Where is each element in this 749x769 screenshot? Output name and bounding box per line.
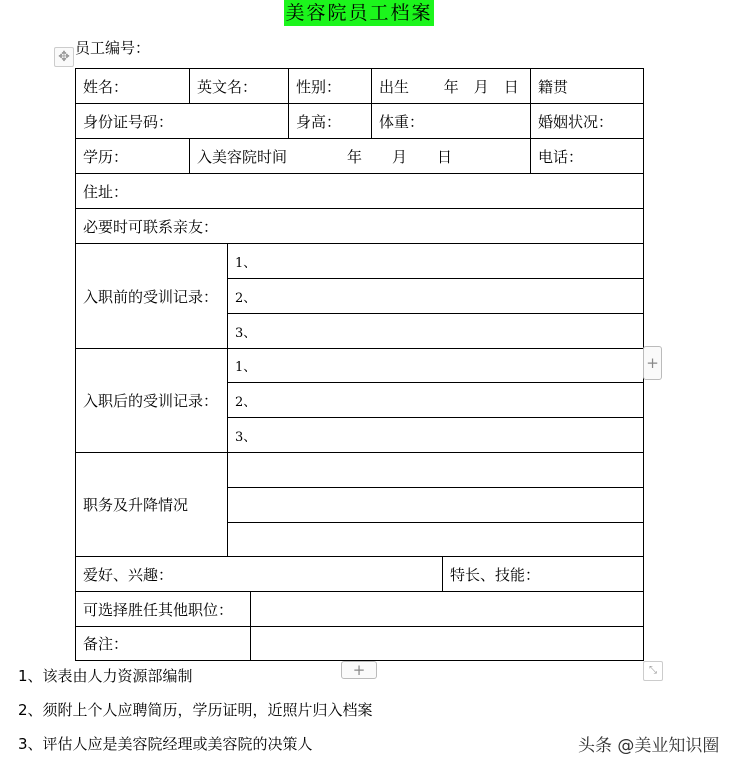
positions-row-2[interactable] [227, 487, 644, 523]
cell-gender[interactable]: 性别： [288, 68, 372, 104]
cell-other-positions-label: 可选择胜任其他职位： [75, 591, 251, 627]
cell-english-name[interactable]: 英文名： [189, 68, 289, 104]
cell-name[interactable]: 姓名： [75, 68, 190, 104]
cell-remarks-label: 备注： [75, 626, 251, 661]
cell-hobbies[interactable]: 爱好、兴趣： [75, 556, 443, 592]
add-column-button[interactable]: + [643, 346, 662, 380]
cell-positions-label: 职务及升降情况 [75, 452, 228, 557]
post-training-row-3[interactable]: 3、 [227, 417, 644, 453]
cell-emergency-contact[interactable]: 必要时可联系亲友： [75, 208, 644, 244]
cell-height[interactable]: 身高： [288, 103, 372, 139]
cell-birth[interactable]: 出生 年 月 日 [371, 68, 531, 104]
cell-pre-training-label: 入职前的受训记录： [75, 243, 228, 349]
cell-other-positions-value[interactable] [250, 591, 644, 627]
cell-native-place[interactable]: 籍贯 [530, 68, 644, 104]
note-3: 3、评估人应是美容院经理或美容院的决策人 [18, 735, 313, 753]
document-title: 美容院员工档案 [285, 2, 433, 24]
cell-join-date[interactable]: 入美容院时间 年 月 日 [189, 138, 531, 174]
note-1: 1、该表由人力资源部编制 [18, 667, 193, 685]
cell-remarks-value[interactable] [250, 626, 644, 661]
pre-training-row-3[interactable]: 3、 [227, 313, 644, 349]
cell-id-number[interactable]: 身份证号码： [75, 103, 289, 139]
post-training-row-1[interactable]: 1、 [227, 348, 644, 383]
cell-education[interactable]: 学历： [75, 138, 190, 174]
positions-row-1[interactable] [227, 452, 644, 488]
pre-training-row-2[interactable]: 2、 [227, 278, 644, 314]
positions-row-3[interactable] [227, 522, 644, 557]
employee-number-label: 员工编号： [75, 39, 151, 57]
post-training-row-2[interactable]: 2、 [227, 382, 644, 418]
note-2: 2、须附上个人应聘简历，学历证明，近照片归入档案 [18, 701, 373, 719]
pre-training-row-1[interactable]: 1、 [227, 243, 644, 279]
cell-marital-status[interactable]: 婚姻状况： [530, 103, 644, 139]
table-move-handle-icon[interactable]: ✥ [54, 47, 74, 67]
cell-weight[interactable]: 体重： [371, 103, 531, 139]
watermark: 头条 @美业知识圈 [578, 736, 720, 756]
cell-phone[interactable]: 电话： [530, 138, 644, 174]
table-resize-icon[interactable]: ⤡ [643, 661, 663, 681]
cell-address[interactable]: 住址： [75, 173, 644, 209]
add-row-button[interactable]: + [341, 661, 377, 679]
cell-post-training-label: 入职后的受训记录： [75, 348, 228, 453]
cell-skills[interactable]: 特长、技能： [442, 556, 644, 592]
